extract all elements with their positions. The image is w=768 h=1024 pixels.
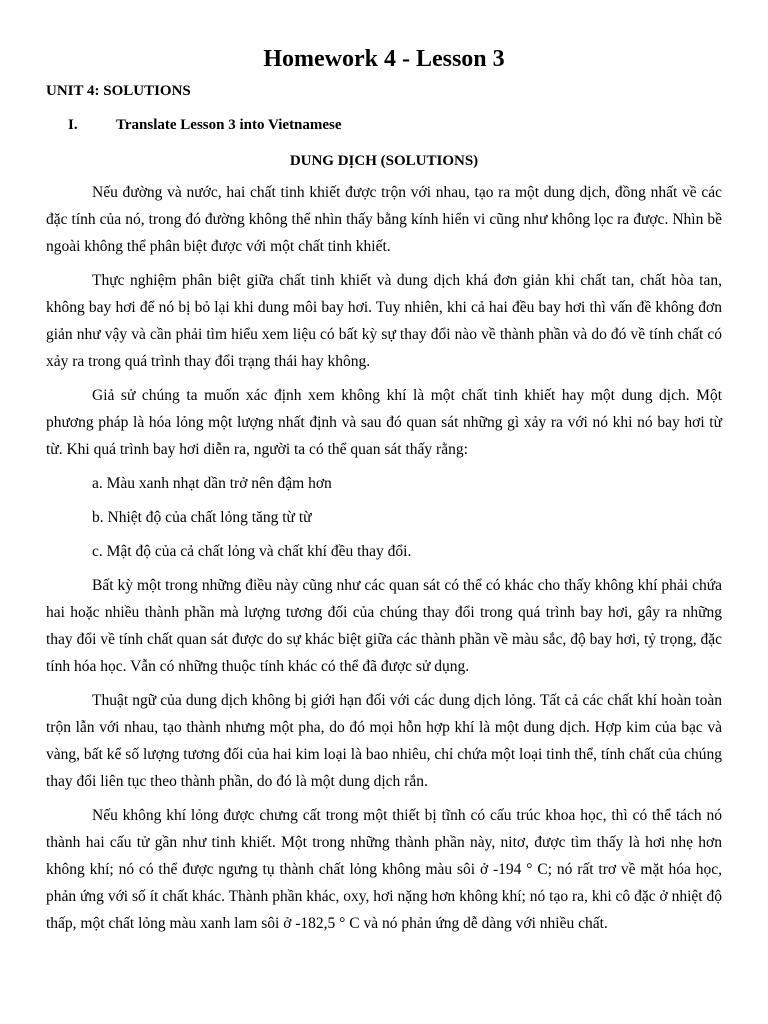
list-item: b. Nhiệt độ của chất lỏng tăng từ từ [92,509,312,526]
page-title: Homework 4 - Lesson 3 [263,46,505,72]
paragraph: Giả sử chúng ta muốn xác định xem không khí là một chất tinh khiết hay một dung dịch. Một phương pháp là hóa lỏng một lượng nhất định và sau đó quan sát những gì xảy ra với nó khi nó bay hơi từ từ. Khi quá trình bay hơi diễn ra, người ta có thể quan sát thấy rằng: [46,387,722,458]
subtitle: DUNG DỊCH (SOLUTIONS) [289,153,479,169]
list-item: a. Màu xanh nhạt dần trở nên đậm hơn [92,475,332,492]
paragraph: Nếu đường và nước, hai chất tinh khiết được trộn với nhau, tạo ra một dung dịch, đồng nhất về các đặc tính của nó, trong đó đường không thể nhìn thấy bằng kính hiển vi cũng như không lọc ra được. Nhìn bề ngoài không thể phân biệt được với một chất tinh khiết. [46,184,722,255]
paragraph: Bất kỳ một trong những điều này cũng như các quan sát có thể có khác cho thấy không khí phải chứa hai hoặc nhiều thành phần mà lượng tương đối của chúng thay đổi trong quá trình bay hơi, gây ra những thay đổi về tính chất quan sát được do sự khác biệt giữa các thành phần về màu sắc, độ bay hơi, tỷ trọng, đặc tính hóa học. Vẫn có những thuộc tính khác có thể đã được sử dụng. [46,577,722,675]
list-item: c. Mật độ của cả chất lỏng và chất khí đều thay đổi. [92,543,412,560]
paragraph: Thuật ngữ của dung dịch không bị giới hạn đối với các dung dịch lỏng. Tất cả các chất khí hoàn toàn trộn lẫn với nhau, tạo thành nhưng một pha, do đó mọi hỗn hợp khí là một dung dịch. Hợp kim của bạc và vàng, bất kể số lượng tương đối của hai kim loại là bao nhiêu, chỉ chứa một loại tinh thể, tính chất của chúng thay đổi liên tục theo thành phần, do đó là một dung dịch rắn. [46,692,722,790]
section-number: I. [68,117,78,133]
paragraph: Nếu không khí lỏng được chưng cất trong một thiết bị tĩnh có cấu trúc khoa học, thì có thể tách nó thành hai cấu tử gần như tinh khiết. Một trong những thành phần này, nitơ, được tìm thấy là hơi nhẹ hơn không khí; nó có thể được ngưng tụ thành chất lỏng không màu sôi ở -194 ° C; nó rất trơ về mặt hóa học, phản ứng với số ít chất khác. Thành phần khác, oxy, hơi nặng hơn không khí; nó tạo ra, khi cô đặc ở nhiệt độ thấp, một chất lỏng màu xanh lam sôi ở -182,5 ° C và nó phản ứng dễ dàng với nhiều chất. [46,807,722,932]
section-label: Translate Lesson 3 into Vietnamese [116,117,342,133]
document-body [46,179,722,937]
section-heading [46,115,722,135]
paragraph: Thực nghiệm phân biệt giữa chất tinh khiết và dung dịch khá đơn giản khi chất tan, chất hòa tan, không bay hơi để nó bị bỏ lại khi dung môi bay hơi. Tuy nhiên, khi cả hai đều bay hơi thì vấn đề không đơn giản như vậy và cần phải tìm hiểu xem liệu có bất kỳ sự thay đổi nào về thành phần và do đó về tính chất có xảy ra trong quá trình thay đổi trạng thái hay không. [46,272,722,370]
unit-heading: UNIT 4: SOLUTIONS [46,83,191,99]
